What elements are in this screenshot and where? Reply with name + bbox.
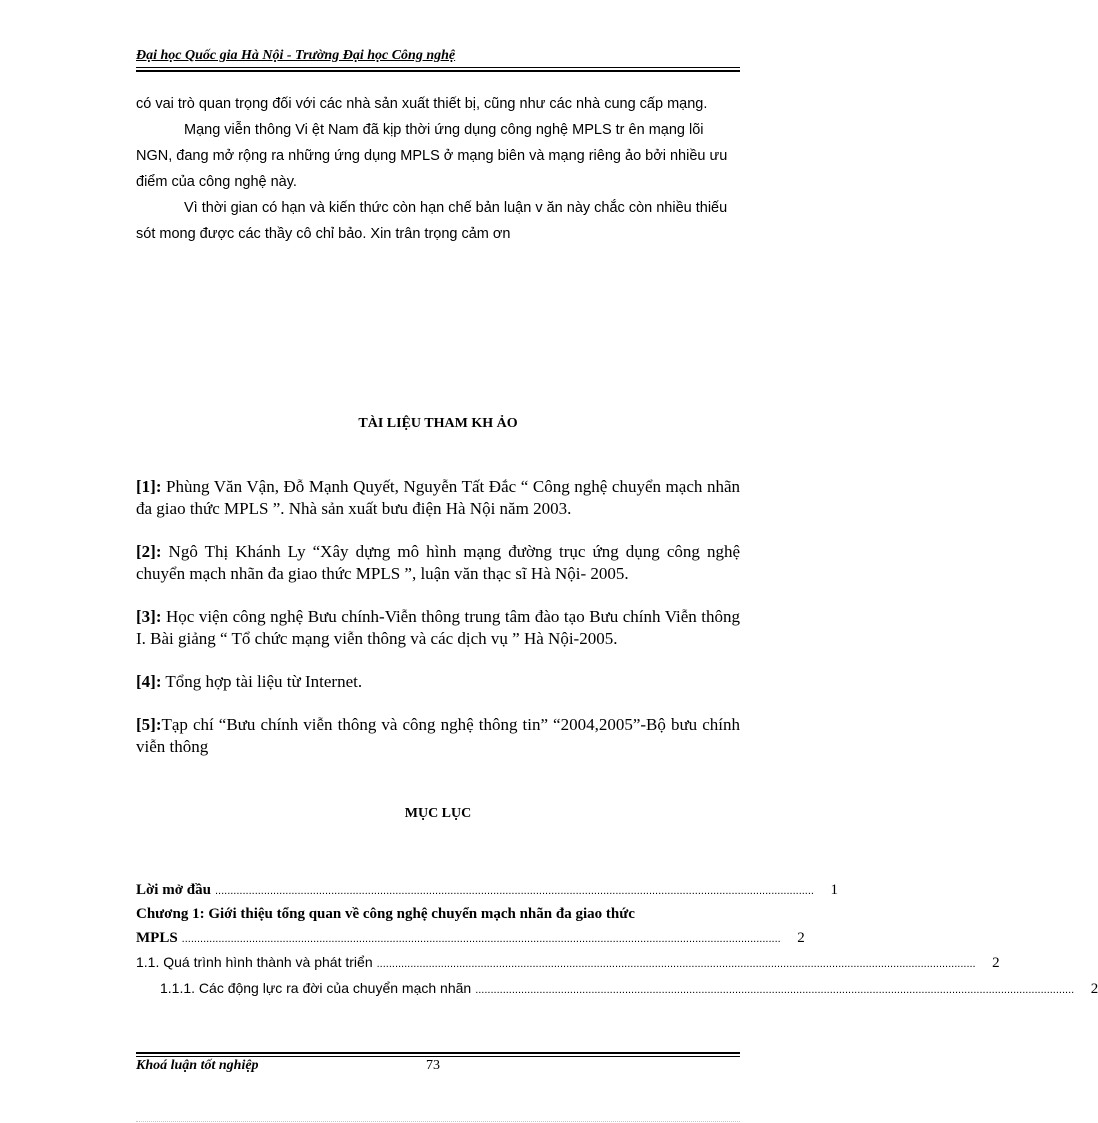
page-boundary-dots [136, 1121, 740, 1122]
toc-entry-continuation[interactable] [136, 930, 805, 954]
reference-item [136, 476, 740, 520]
footer-title: Khoá luận tốt nghiệp [136, 1058, 259, 1073]
toc-page-number: 2 [797, 930, 805, 946]
reference-item [136, 714, 740, 758]
reference-text: Phùng Văn Vận, Đỗ Mạnh Quyết, Nguyễn Tất Đắc “ Công nghệ chuyển mạch nhãn đa giao thức MPLS ”. Nhà sản xuất bưu điện Hà Nội năm 2003. [136, 477, 740, 518]
body-paragraph: Mạng viễn thông Vi ệt Nam đã kịp thời ứng dụng công nghệ MPLS tr ên mạng lõi NGN, đang mở rộng ra những ứng dụng MPLS ở mạng biên và mạng riêng ảo bởi nhiều ưu điểm của công nghệ này. [136, 122, 728, 190]
reference-label: [2]: [136, 542, 162, 561]
body-paragraph: có vai trò quan trọng đối với các nhà sản xuất thiết bị, cũng như các nhà cung cấp mạng. [136, 96, 708, 112]
toc-page-number: 1 [830, 882, 838, 898]
body-paragraph: Vì thời gian có hạn và kiến thức còn hạn chế bản luận v ăn này chắc còn nhiều thiếu sót mong được các thầy cô chỉ bảo. Xin trân trọng cảm ơn [136, 200, 728, 242]
reference-item [136, 606, 740, 650]
toc-entry-text: 1.1. Quá trình hình thành và phát triển [136, 954, 373, 970]
toc-page-number: 2 [992, 955, 1000, 971]
toc-entry[interactable] [136, 954, 1000, 980]
reference-label: [3]: [136, 607, 162, 626]
reference-item [136, 541, 740, 585]
toc-leader: .................................................................................................................................................................................................... [181, 933, 781, 945]
reference-label: [4]: [136, 672, 162, 691]
toc-heading: MỤC LỤC [404, 806, 472, 821]
page-header [136, 48, 740, 64]
page-number: 73 [426, 1058, 440, 1073]
toc-entry[interactable] [136, 882, 838, 906]
toc-entry-text: Chương 1: Giới thiệu tổng quan về công nghệ chuyển mạch nhãn đa giao thức [136, 906, 635, 922]
reference-item [136, 671, 740, 693]
header-title: Đại học Quốc gia Hà Nội - Trường Đại học Công nghệ [136, 48, 456, 63]
toc-entry-text: 1.1.1. Các động lực ra đời của chuyển mạch nhãn [160, 980, 472, 996]
reference-text: Ngô Thị Khánh Ly “Xây dựng mô hình mạng đường trục ứng dụng công nghệ chuyển mạch nhãn đa giao thức MPLS ”, luận văn thạc sĩ Hà Nội- 2005. [136, 542, 740, 583]
toc-leader: .................................................................................................................................................................................................... [214, 885, 814, 897]
table-of-contents [136, 882, 1098, 1004]
body-text [136, 91, 740, 247]
reference-label: [1]: [136, 477, 162, 496]
toc-page-number: 2 [1090, 981, 1098, 997]
reference-label: [5]: [136, 715, 162, 734]
reference-text: Tổng hợp tài liệu từ Internet. [161, 672, 363, 691]
reference-text: Tạp chí “Bưu chính viễn thông và công nghệ thông tin” “2004,2005”-Bộ bưu chính viễn thông [136, 715, 740, 756]
footer-rule [136, 1056, 740, 1057]
references-heading: TÀI LIỆU THAM KH ẢO [358, 416, 518, 431]
header-rule [136, 67, 740, 68]
reference-text: Học viện công nghệ Bưu chính-Viễn thông trung tâm đào tạo Bưu chính Viễn thông I. Bài giảng “ Tổ chức mạng viễn thông và các dịch vụ ” Hà Nội-2005. [136, 607, 740, 648]
toc-entry[interactable] [136, 906, 740, 930]
footer-rule-thick [136, 1052, 740, 1054]
toc-leader: .................................................................................................................................................................................................... [475, 984, 1075, 996]
toc-entry-text: Lời mở đầu [136, 882, 211, 898]
toc-entry-text: MPLS [136, 930, 178, 946]
references-list [136, 476, 740, 779]
toc-leader: .................................................................................................................................................................................................... [376, 958, 976, 970]
header-rule-thick [136, 70, 740, 72]
toc-entry[interactable] [136, 980, 1098, 1004]
